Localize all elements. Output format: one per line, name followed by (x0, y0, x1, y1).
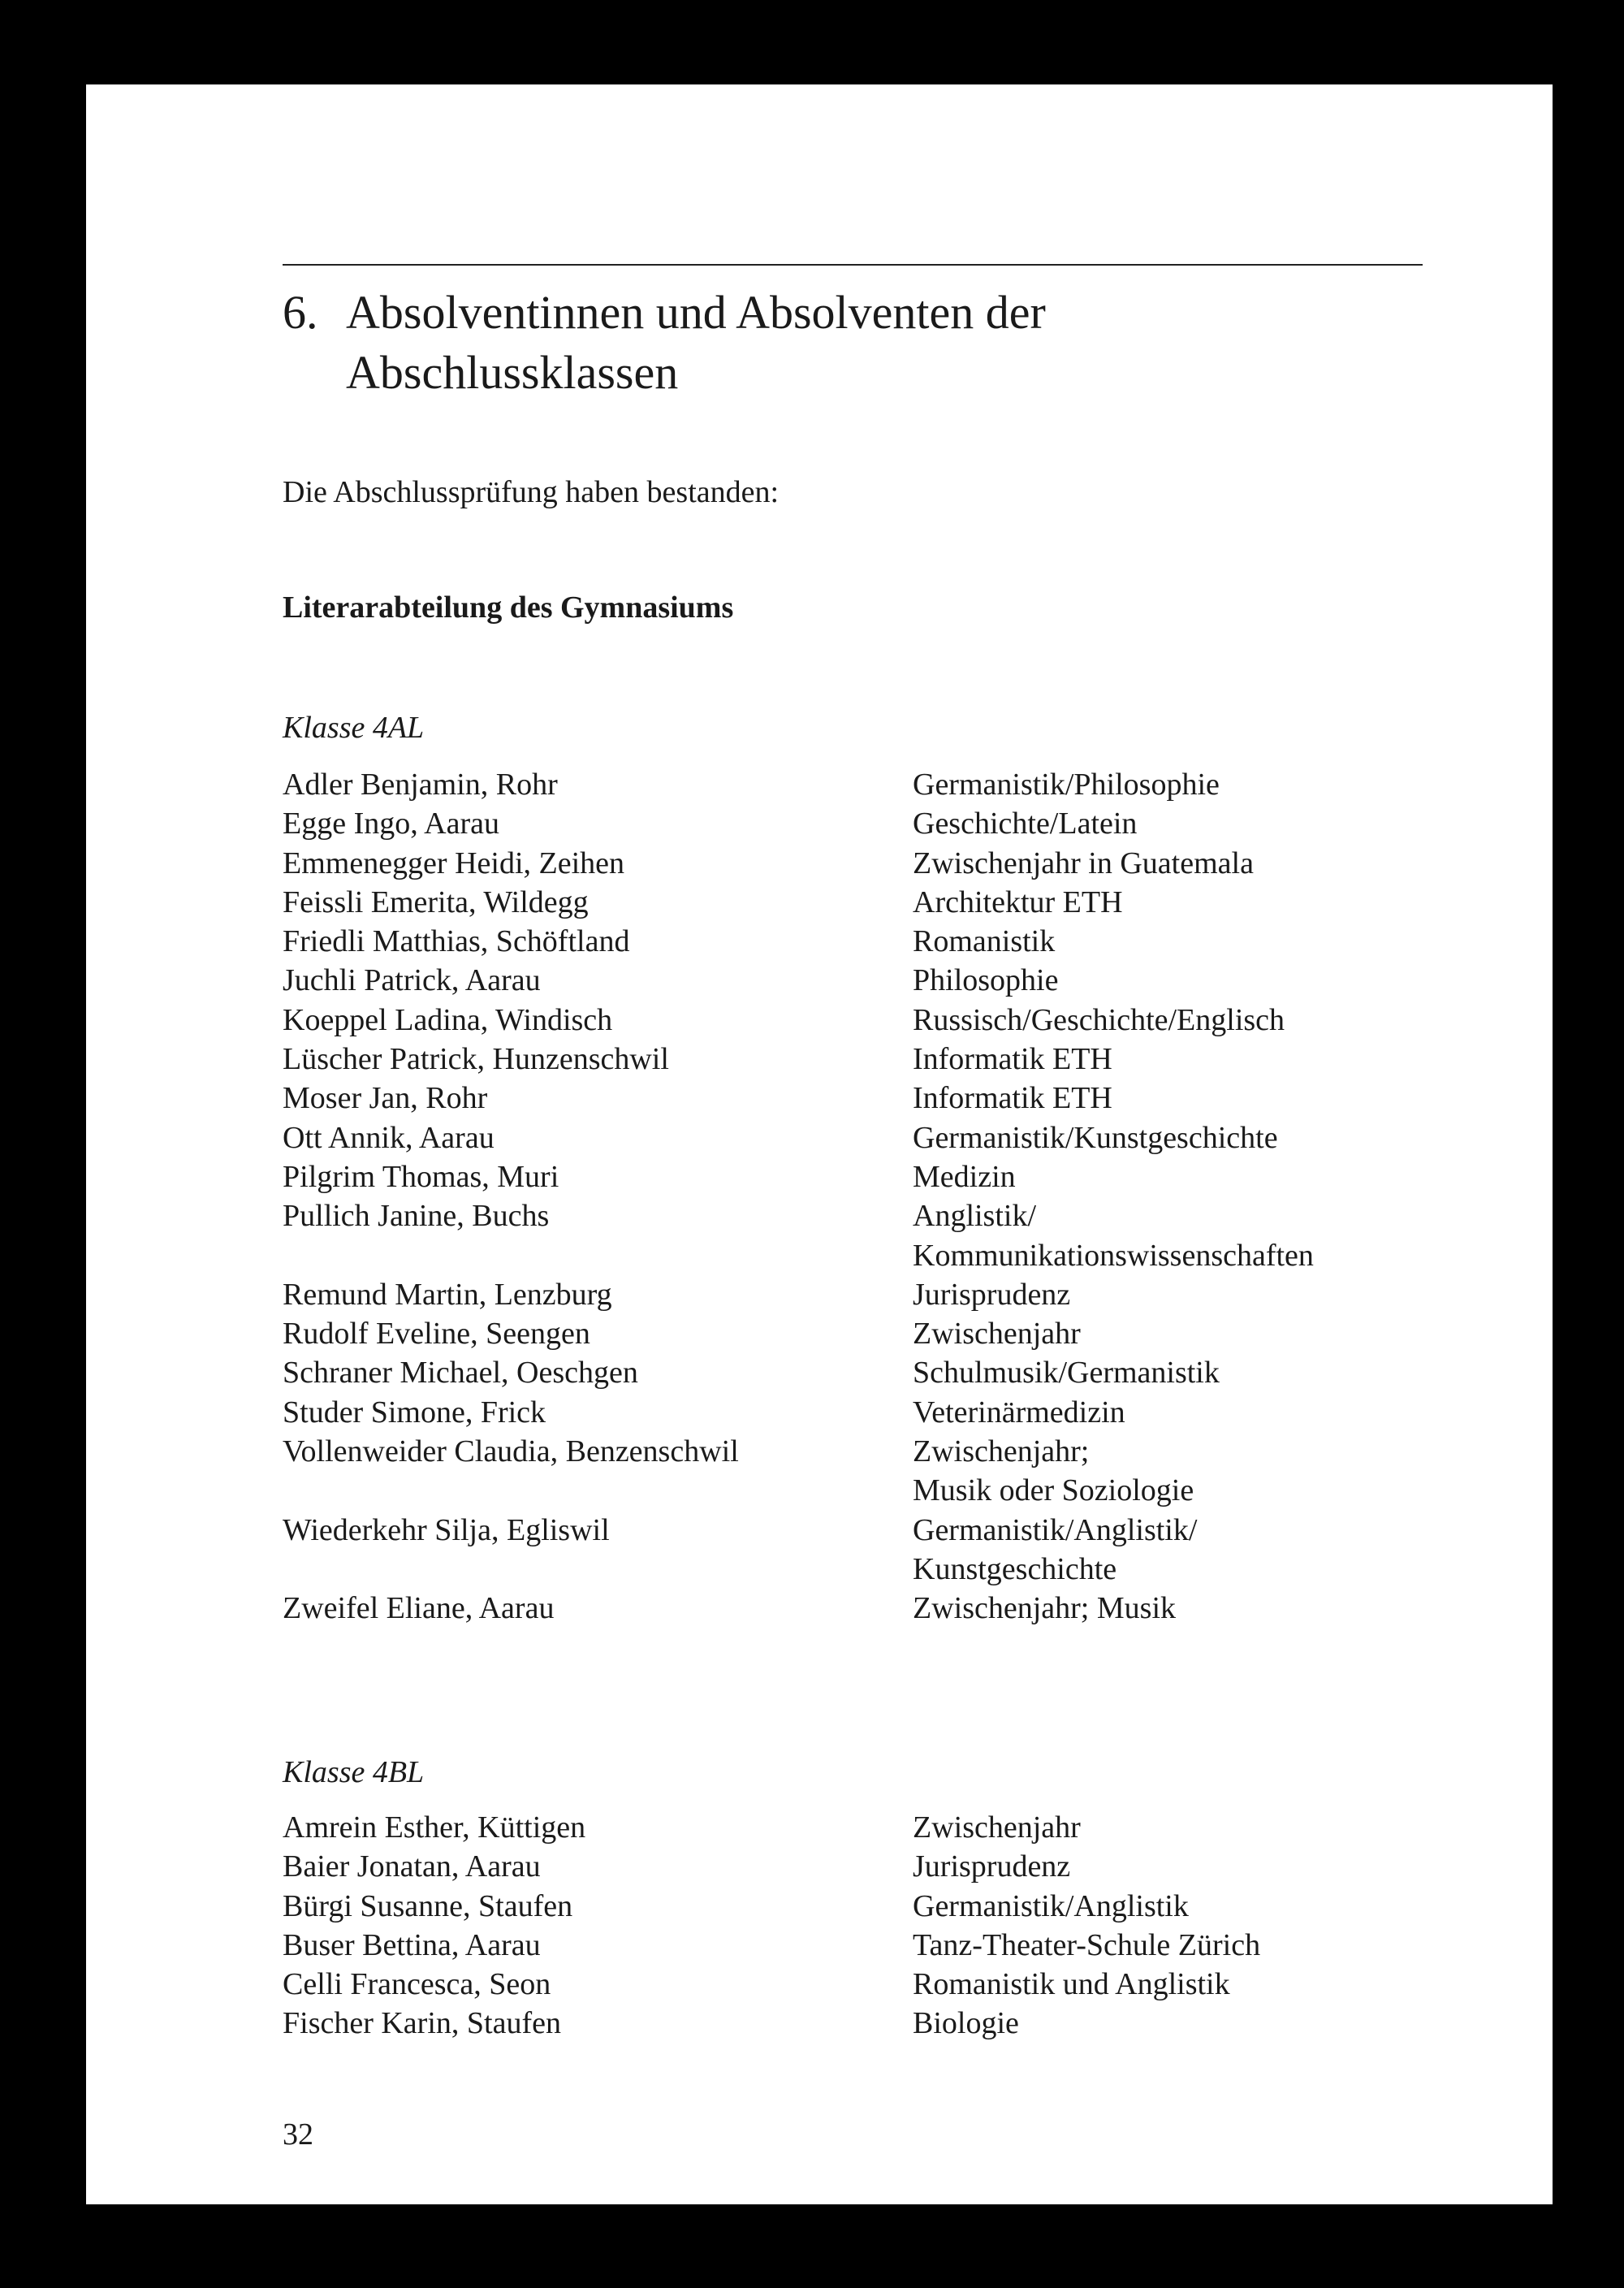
student-name: Adler Benjamin, Rohr (283, 768, 558, 802)
header-rule (283, 264, 1423, 266)
study-destination: Romanistik (913, 924, 1056, 959)
list-item (283, 2004, 1444, 2043)
list-item (283, 1314, 1444, 1353)
study-destination: Germanistik/Kunstgeschichte (913, 1120, 1278, 1155)
class-4bl-label: Klasse 4BL (283, 1755, 425, 1789)
study-destination: Kunstgeschichte (913, 1551, 1117, 1586)
student-name: Baier Jonatan, Aarau (283, 1849, 541, 1884)
study-destination: Zwischenjahr; (913, 1434, 1090, 1469)
chapter-number: 6. (283, 286, 318, 339)
chapter-title-line-1: Absolventinnen und Absolventen der (346, 286, 1046, 339)
class-4bl-list (283, 1808, 1444, 2044)
list-item (283, 1589, 1444, 1628)
study-destination: Architektur ETH (913, 884, 1123, 919)
list-item (283, 1353, 1444, 1392)
student-name: Feissli Emerita, Wildegg (283, 884, 589, 919)
list-item (283, 1393, 1444, 1432)
study-destination: Veterinärmedizin (913, 1395, 1125, 1429)
study-destination: Biologie (913, 2006, 1019, 2041)
document-page (86, 84, 1553, 2204)
student-name: Studer Simone, Frick (283, 1395, 546, 1429)
list-item (283, 961, 1444, 1000)
study-destination: Jurisprudenz (913, 1849, 1071, 1884)
student-name: Pullich Janine, Buchs (283, 1199, 550, 1234)
study-destination: Germanistik/Anglistik (913, 1888, 1189, 1923)
student-name: Celli Francesca, Seon (283, 1967, 551, 2002)
list-item (283, 1511, 1444, 1589)
class-4al-label: Klasse 4AL (283, 711, 425, 745)
list-item (283, 844, 1444, 883)
chapter-title-line-2: Abschlussklassen (346, 346, 679, 399)
study-destination: Anglistik/ (913, 1199, 1037, 1234)
list-item (283, 765, 1444, 804)
study-destination: Romanistik und Anglistik (913, 1967, 1230, 2002)
study-destination: Jurisprudenz (913, 1277, 1071, 1312)
list-item (283, 883, 1444, 922)
student-name: Emmenegger Heidi, Zeihen (283, 846, 625, 880)
student-name: Zweifel Eliane, Aarau (283, 1591, 555, 1626)
study-destination: Schulmusik/Germanistik (913, 1356, 1220, 1391)
list-item (283, 1001, 1444, 1040)
list-item (283, 1275, 1444, 1314)
chapter-title (283, 283, 1046, 403)
section-heading: Literarabteilung des Gymnasiums (283, 590, 734, 625)
student-name: Koeppel Ladina, Windisch (283, 1002, 613, 1037)
study-destination: Zwischenjahr (913, 1317, 1081, 1352)
student-name: Buser Bettina, Aarau (283, 1927, 541, 1962)
list-item (283, 804, 1444, 843)
study-destination: Philosophie (913, 963, 1059, 998)
study-destination: Zwischenjahr; Musik (913, 1591, 1177, 1626)
list-item (283, 1118, 1444, 1157)
page-number: 32 (283, 2117, 313, 2152)
student-name: Friedli Matthias, Schöftland (283, 924, 630, 959)
student-name: Pilgrim Thomas, Muri (283, 1159, 559, 1194)
list-item (283, 1926, 1444, 1965)
list-item (283, 922, 1444, 961)
study-destination: Informatik ETH (913, 1042, 1112, 1077)
list-item (283, 1079, 1444, 1118)
study-destination: Informatik ETH (913, 1081, 1112, 1116)
student-name: Wiederkehr Silja, Egliswil (283, 1512, 610, 1547)
list-item (283, 1965, 1444, 2004)
study-destination: Russisch/Geschichte/Englisch (913, 1002, 1285, 1037)
student-name: Bürgi Susanne, Staufen (283, 1888, 573, 1923)
student-name: Ott Annik, Aarau (283, 1120, 495, 1155)
study-destination: Zwischenjahr in Guatemala (913, 846, 1254, 880)
student-name: Lüscher Patrick, Hunzenschwil (283, 1042, 669, 1077)
study-destination: Germanistik/Philosophie (913, 768, 1220, 802)
student-name: Fischer Karin, Staufen (283, 2006, 561, 2041)
list-item (283, 1847, 1444, 1886)
list-item (283, 1196, 1444, 1275)
study-destination: Tanz-Theater-Schule Zürich (913, 1927, 1261, 1962)
student-name: Moser Jan, Rohr (283, 1081, 488, 1116)
student-name: Schraner Michael, Oeschgen (283, 1356, 638, 1391)
study-destination: Musik oder Soziologie (913, 1473, 1194, 1508)
student-name: Amrein Esther, Küttigen (283, 1810, 586, 1845)
study-destination: Germanistik/Anglistik/ (913, 1512, 1198, 1547)
list-item (283, 1157, 1444, 1196)
class-4al-list (283, 765, 1444, 1628)
study-destination: Zwischenjahr (913, 1810, 1081, 1845)
student-name: Vollenweider Claudia, Benzenschwil (283, 1434, 739, 1469)
list-item (283, 1040, 1444, 1079)
study-destination: Geschichte/Latein (913, 807, 1138, 841)
intro-text: Die Abschlussprüfung haben bestanden: (283, 475, 780, 509)
list-item (283, 1808, 1444, 1847)
student-name: Egge Ingo, Aarau (283, 807, 499, 841)
student-name: Remund Martin, Lenzburg (283, 1277, 612, 1312)
list-item (283, 1432, 1444, 1511)
study-destination: Medizin (913, 1159, 1016, 1194)
student-name: Juchli Patrick, Aarau (283, 963, 541, 998)
student-name: Rudolf Eveline, Seengen (283, 1317, 590, 1352)
list-item (283, 1887, 1444, 1926)
study-destination: Kommunikationswissenschaften (913, 1238, 1314, 1273)
